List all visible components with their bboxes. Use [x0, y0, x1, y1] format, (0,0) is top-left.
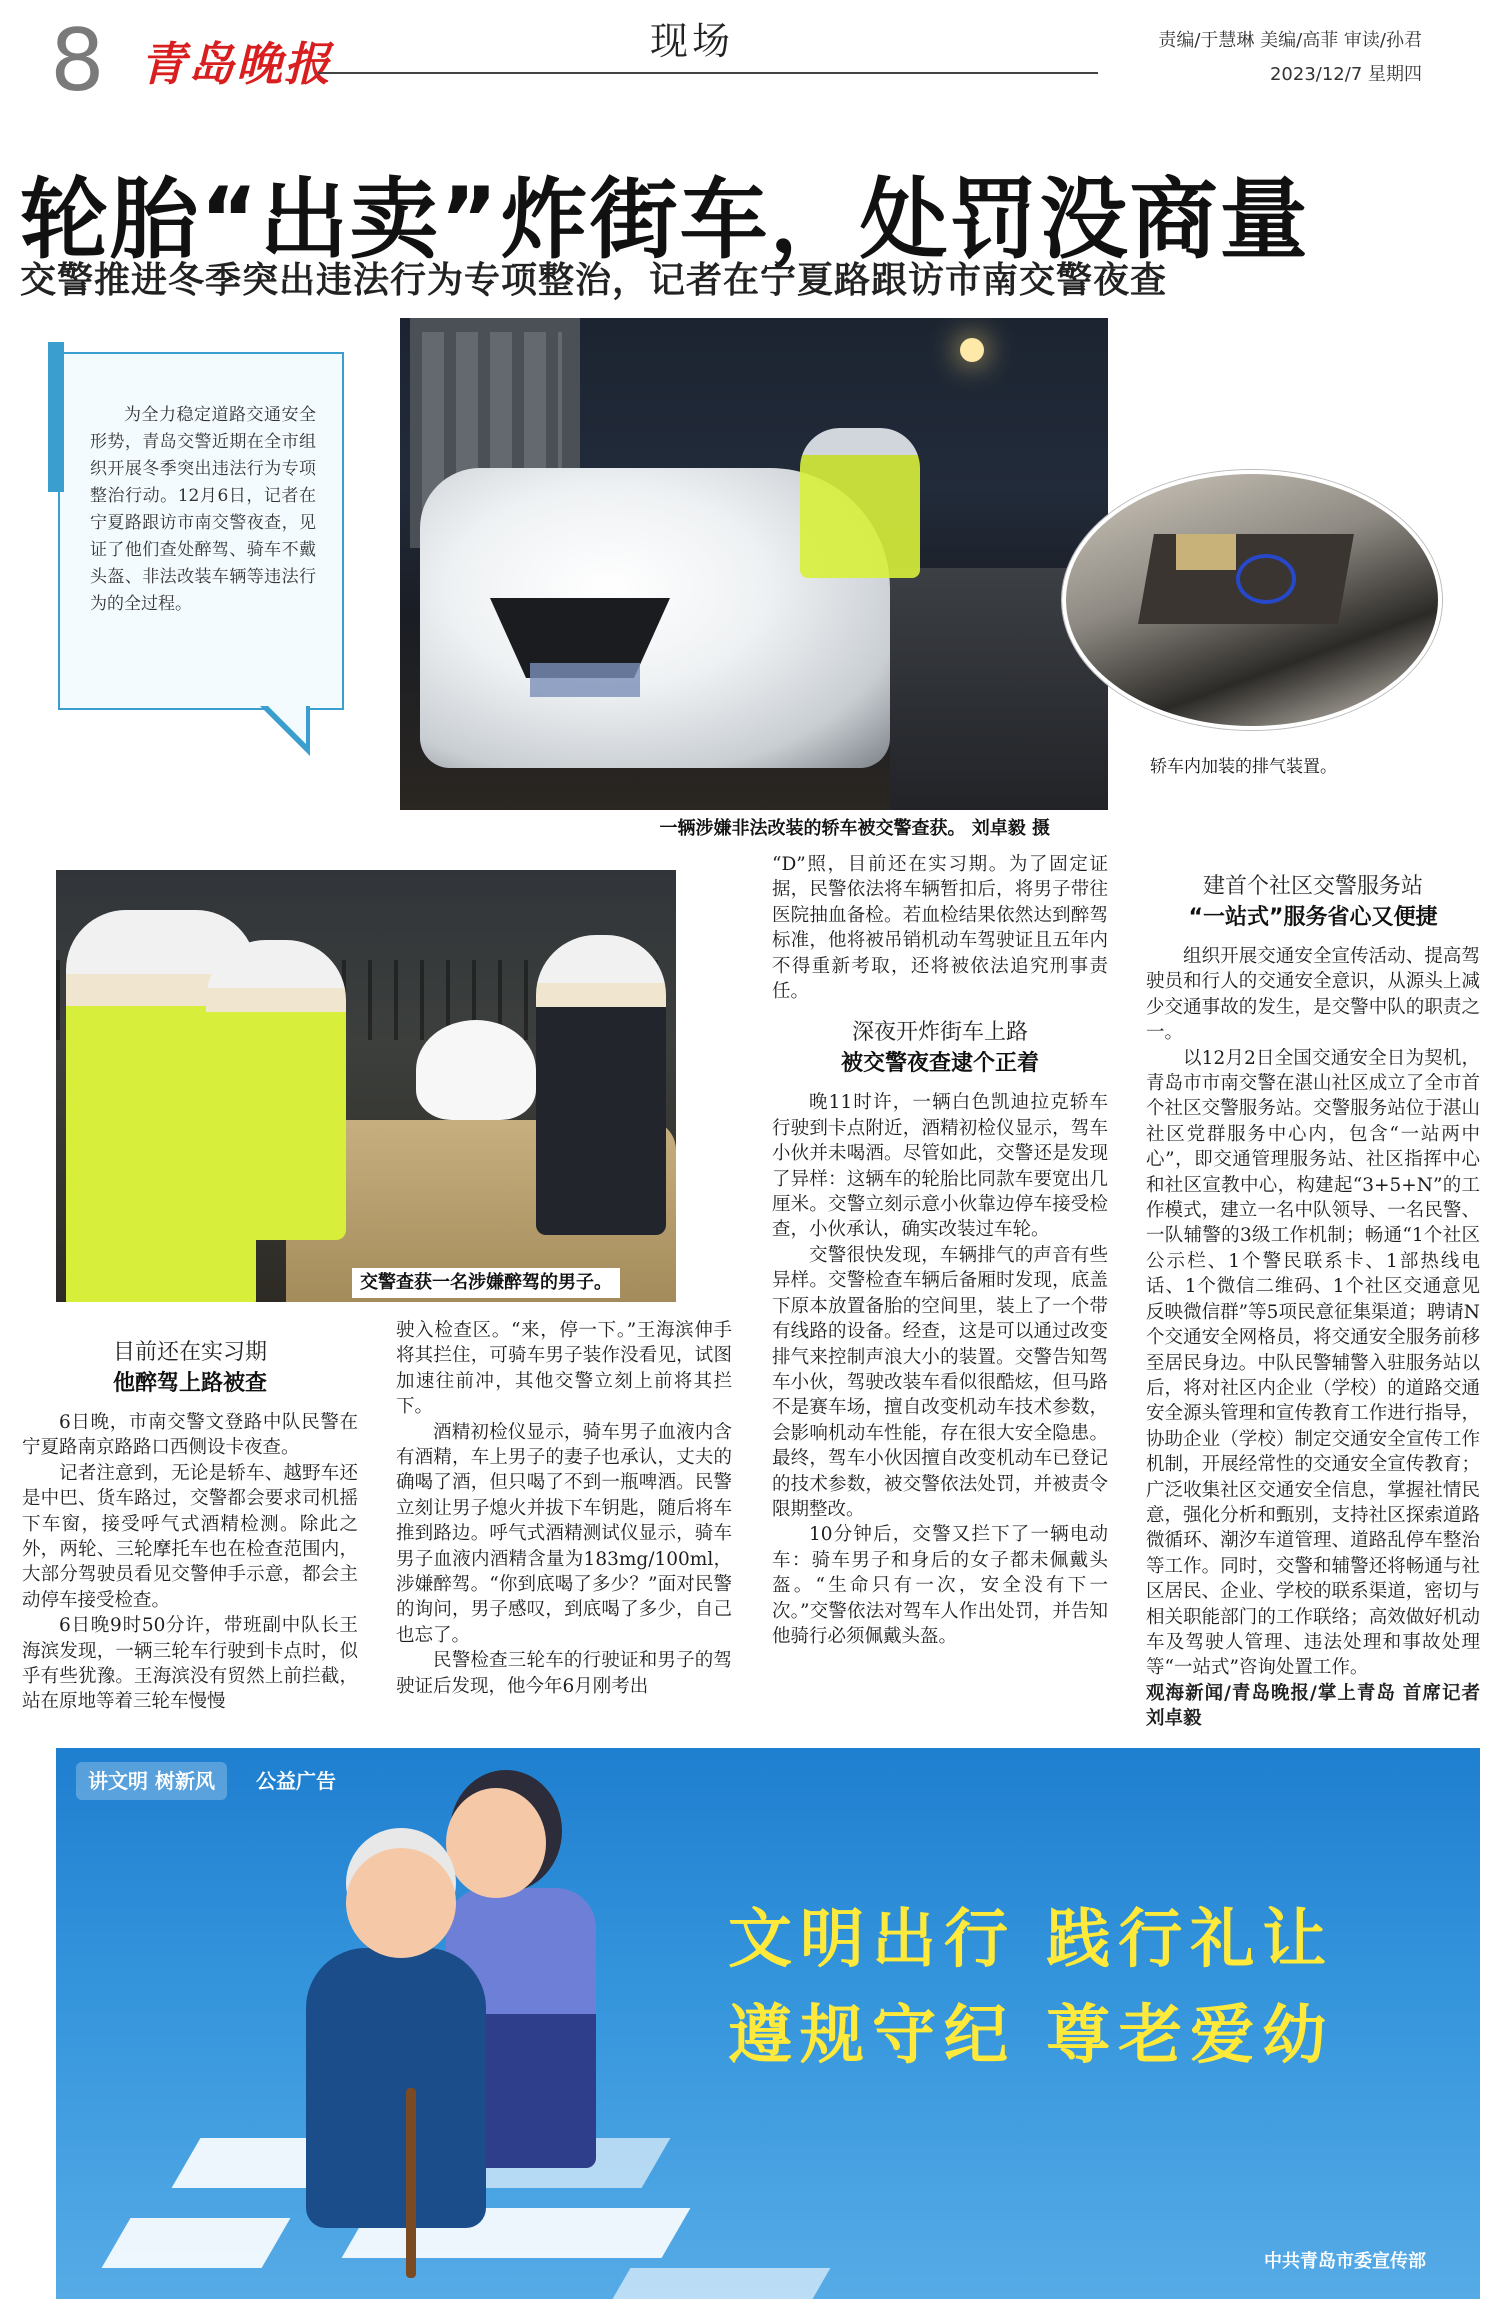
photo-blue-wire	[1236, 554, 1296, 604]
main-photo-caption: 一辆涉嫌非法改装的轿车被交警查获。 刘卓毅 摄	[659, 818, 1050, 839]
section-1-title-line-1: 目前还在实习期	[112, 1340, 267, 1365]
ad-label: 公益广告	[256, 1769, 336, 1793]
paragraph: 驶入检查区。“来，停一下。”王海滨伸手将其拦住，可骑车男子装作没看见，试图加速往前冲，其他交警立刻上前将其拦下。	[396, 1320, 732, 1418]
crosswalk-stripe	[102, 2218, 291, 2268]
main-headline: 轮胎“出卖”炸街车，处罚没商量	[20, 168, 1310, 271]
photo-officer	[206, 940, 346, 1240]
byline-outlets: 观海新闻/青岛晚报/掌上青岛	[1146, 1682, 1396, 1704]
intro-bubble-tail	[260, 706, 310, 756]
crosswalk-stripe	[602, 2268, 831, 2299]
inset-photo-caption: 轿车内加装的排气装置。	[1150, 757, 1337, 777]
photo-officers	[800, 428, 920, 578]
public-service-ad	[56, 1748, 1480, 2299]
paragraph: 交警很快发现，车辆排气的声音有些异样。交警检查车辆后备厢时发现，底盖下原本放置备胎的空间里，装上了一个带有线路的设备。经查，这是可以通过改变排气来控制声浪大小的装置。交警告知驾车小伙，驾驶改装车看似很酷炫，但马路不是赛车场，擅自改变机动车技术参数，会影响机动车性能，存在很大安全隐患。最终，驾车小伙因擅自改变机动车已登记的技术参数，被交警依法处罚，并被责令限期整改。	[772, 1244, 1108, 1520]
intro-text: 为全力稳定道路交通安全形势，青岛交警近期在全市组织开展冬季突出违法行为专项整治行动。12月6日，记者在宁夏路跟访市南交警夜查，见证了他们查处醉驾、骑车不戴头盔、非法改装车辆等违法行为的全过程。	[90, 405, 316, 614]
header-rule	[318, 72, 1098, 74]
section-3-title-line-1: 建首个社区交警服务站	[1202, 874, 1423, 899]
ad-sponsor: 中共青岛市委宣传部	[1264, 2251, 1426, 2272]
section-3-title-line-2: “一站式”服务省心又便捷	[1188, 905, 1438, 930]
photo-exhaust-device	[1062, 470, 1442, 730]
issue-date: 2023/12/7 星期四	[1269, 64, 1422, 85]
editors-line: 责编/于慧琳 美编/高菲 审读/孙君	[1158, 30, 1422, 51]
paragraph: 以12月2日全国交通安全日为契机，青岛市市南交警在湛山社区成立了全市首个社区交警服务站。交警服务站位于湛山社区党群服务中心内，包含“一站两中心”，即交通管理服务站、社区指挥中心和社区宣教中心，构建起“3+5+N”的工作模式，建立一名中队领导、一名民警、一队辅警的3级工作机制；畅通“1个社区公示栏、1个警民联系卡、1部热线电话、1个微信二维码、1个社区交通意见反映微信群”等5项民意征集渠道；聘请N个交通安全网格员，将交通安全服务前移至居民身边。中队民警辅警入驻服务站以后，将对社区内企业（学校）的道路交通安全源头管理和宣传教育工作进行指导，协助企业（学校）制定交通安全宣传工作机制，开展经常性的交通安全宣传教育；广泛收集社区交通安全信息，掌握社情民意，强化分析和甄别，支持社区探索道路微循环、潮汐车道管理、道路乱停车整治等工作。同时，交警和辅警还将畅通与社区居民、企业、学校的联系渠道，密切与相关职能部门的工作联络；高效做好机动车及驾驶人管理、违法处理和事故处理等“一站式”咨询处置工作。	[1146, 1047, 1480, 1679]
paragraph: 6日晚9时50分许，带班副中队长王海滨发现，一辆三轮车行驶到卡点时，似乎有些犹豫。王海滨没有贸然上前拦截，站在原地等着三轮车慢慢	[22, 1615, 358, 1713]
photo-helmet	[416, 1020, 536, 1120]
byline-reporter: 首席记者 刘卓毅	[1146, 1682, 1480, 1730]
article-column-2	[396, 1318, 732, 1699]
article-byline	[1146, 1681, 1480, 1732]
illustration-elderly-woman-head	[346, 1848, 456, 1958]
page-number: 8	[50, 11, 105, 111]
paragraph: 6日晚，市南交警文登路中队民警在宁夏路南京路路口西侧设卡夜查。	[22, 1412, 358, 1459]
subheadline: 交警推进冬季突出违法行为专项整治，记者在宁夏路跟访市南交警夜查	[20, 260, 1168, 301]
paragraph: 记者注意到，无论是轿车、越野车还是中巴、货车路过，交警都会要求司机摇下车窗，接受呼气式酒精检测。除此之外，两轮、三轮摩托车也在检查范围内，大部分驾驶员看见交警伸手示意，都会主动停车接受检查。	[22, 1462, 358, 1611]
photo-drunk-driver	[56, 870, 676, 1302]
photo-streetlight	[960, 338, 984, 362]
article-column-4	[1146, 872, 1480, 1732]
ad-slogan-line-2: 遵规守纪 尊老爱幼	[728, 1999, 1335, 2073]
photo-officer	[536, 935, 666, 1235]
paragraph: 民警检查三轮车的行驶证和男子的驾驶证后发现，他今年6月刚考出	[396, 1650, 732, 1697]
section-2-title-line-1: 深夜开炸街车上路	[851, 1020, 1028, 1046]
drunk-photo-caption: 交警查获一名涉嫌醉驾的男子。	[352, 1268, 620, 1298]
section-1-title-line-2: 他醉驾上路被查	[112, 1371, 267, 1396]
photo-license-plate	[530, 663, 640, 697]
section-2-title-line-2: 被交警夜查逮个正着	[840, 1051, 1039, 1077]
paragraph: 10分钟后，交警又拦下了一辆电动车：骑车男子和身后的女子都未佩戴头盔。“生命只有一次，安全没有下一次。”交警依法对驾车人作出处罚，并告知他骑行必须佩戴头盔。	[772, 1524, 1108, 1647]
photo-device-part	[1176, 534, 1236, 570]
article-column-1	[22, 1338, 358, 1715]
ad-campaign-tag: 讲文明 树新风	[76, 1762, 227, 1800]
editor-credits	[1158, 24, 1422, 92]
paragraph: 组织开展交通安全宣传活动、提高驾驶员和行人的交通安全意识，从源头上减少交通事故的发生，是交警中队的职责之一。	[1146, 946, 1480, 1044]
photo-modified-car	[400, 318, 1108, 810]
intro-box	[58, 352, 344, 710]
newspaper-logo: 青岛晚报	[140, 37, 332, 91]
article-column-3	[772, 852, 1108, 1649]
illustration-elderly-woman-body	[306, 1948, 486, 2228]
illustration-young-woman-head	[446, 1788, 546, 1898]
paragraph: 晚11时许，一辆白色凯迪拉克轿车行驶到卡点附近，酒精初检仪显示，驾车小伙并未喝酒。尽管如此，交警还是发现了异样：这辆车的轮胎比同款车要宽出几厘米。交警立刻示意小伙靠边停车接受检查，小伙承认，确实改装过车轮。	[772, 1092, 1108, 1241]
ad-slogan-line-1: 文明出行 践行礼让	[728, 1903, 1335, 1977]
illustration-cane	[406, 2088, 416, 2278]
paragraph: “D”照，目前还在实习期。为了固定证据，民警依法将车辆暂扣后，将男子带往医院抽血备检。若血检结果依然达到醉驾标准，他将被吊销机动车驾驶证且五年内不得重新考取，还将被依法追究刑事责任。	[772, 854, 1108, 1003]
section-title: 现场	[650, 19, 735, 63]
paragraph: 酒精初检仪显示，骑车男子血液内含有酒精，车上男子的妻子也承认，丈夫的确喝了酒，但只喝了不到一瓶啤酒。民警立刻让男子熄火并拔下车钥匙，随后将车推到路边。呼气式酒精测试仪显示，骑车男子血液内酒精含量为183mg/100ml，涉嫌醉驾。“你到底喝了多少？”面对民警的询问，男子感叹，到底喝了多少，自己也忘了。	[396, 1421, 732, 1646]
